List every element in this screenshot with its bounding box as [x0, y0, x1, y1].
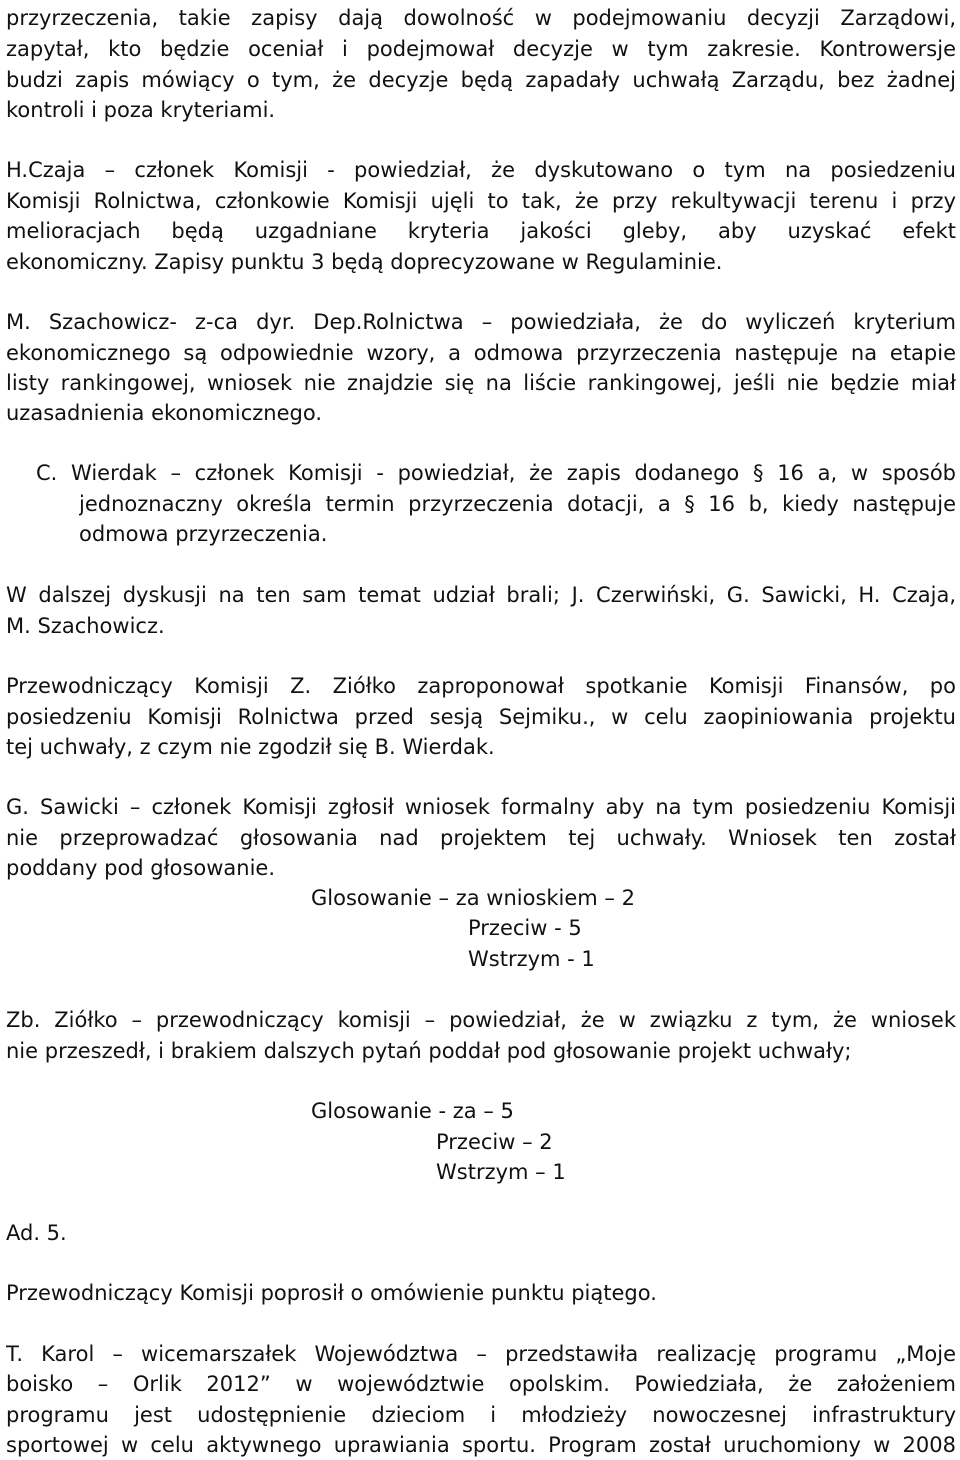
- vote-result-line: Glosowanie - za – 5: [311, 1099, 514, 1123]
- paragraph-line: zapytał, kto będzie oceniał i podejmował decyzje w tym zakresie. Kontrowersje: [6, 37, 956, 61]
- paragraph-line: posiedzeniu Komisji Rolnictwa przed sesją Sejmiku., w celu zaopiniowania projektu: [6, 705, 956, 729]
- paragraph-line: tej uchwały, z czym nie zgodził się B. Wierdak.: [6, 735, 495, 759]
- vote-result-line: Przeciw – 2: [436, 1130, 553, 1154]
- paragraph-line: melioracjach będą uzgadniane kryteria jakości gleby, aby uzyskać efekt: [6, 219, 956, 243]
- paragraph-line: ekonomiczny. Zapisy punktu 3 będą doprecyzowane w Regulaminie.: [6, 250, 723, 274]
- paragraph-line: programu jest udostępnienie dzieciom i młodzieży nowoczesnej infrastruktury: [6, 1403, 956, 1427]
- paragraph-line: C. Wierdak – członek Komisji - powiedział, że zapis dodanego § 16 a, w sposób: [36, 461, 956, 485]
- document-page: [6, 0, 956, 1460]
- section-heading: Ad. 5.: [6, 1221, 67, 1245]
- paragraph-line: kontroli i poza kryteriami.: [6, 98, 276, 122]
- paragraph-line: jednoznaczny określa termin przyrzeczenia dotacji, a § 16 b, kiedy następuje: [79, 492, 956, 516]
- paragraph-line: G. Sawicki – członek Komisji zgłosił wniosek formalny aby na tym posiedzeniu Komisji: [6, 795, 956, 819]
- vote-result-line: Przeciw - 5: [468, 916, 582, 940]
- paragraph-line: poddany pod głosowanie.: [6, 856, 276, 880]
- paragraph-line: nie przeszedł, i brakiem dalszych pytań poddał pod głosowanie projekt uchwały;: [6, 1039, 852, 1063]
- paragraph-line: Przewodniczący Komisji poprosił o omówienie punktu piątego.: [6, 1281, 657, 1305]
- vote-result-line: Glosowanie – za wnioskiem – 2: [311, 886, 635, 910]
- vote-result-line: Wstrzym – 1: [436, 1160, 566, 1184]
- paragraph-line: Zb. Ziółko – przewodniczący komisji – powiedział, że w związku z tym, że wniosek: [6, 1008, 956, 1032]
- paragraph-line: uzasadnienia ekonomicznego.: [6, 401, 323, 425]
- paragraph-line: H.Czaja – członek Komisji - powiedział, że dyskutowano o tym na posiedzeniu: [6, 158, 956, 182]
- paragraph-line: listy rankingowej, wniosek nie znajdzie się na liście rankingowej, jeśli nie będzie miał: [6, 371, 956, 395]
- paragraph-line: Komisji Rolnictwa, członkowie Komisji ujęli to tak, że przy rekultywacji terenu i przy: [6, 189, 956, 213]
- vote-result-line: Wstrzym - 1: [468, 947, 595, 971]
- paragraph-line: budzi zapis mówiący o tym, że decyzje będą zapadały uchwałą Zarządu, bez żadnej: [6, 68, 956, 92]
- paragraph-line: odmowa przyrzeczenia.: [79, 522, 328, 546]
- paragraph-line: Przewodniczący Komisji Z. Ziółko zaproponował spotkanie Komisji Finansów, po: [6, 674, 956, 698]
- paragraph-line: W dalszej dyskusji na ten sam temat udział brali; J. Czerwiński, G. Sawicki, H. Czaja,: [6, 583, 956, 607]
- paragraph-line: przyrzeczenia, takie zapisy dają dowolność w podejmowaniu decyzji Zarządowi,: [6, 6, 956, 30]
- paragraph-line: T. Karol – wicemarszałek Województwa – przedstawiła realizację programu „Moje: [6, 1342, 956, 1366]
- paragraph-line: M. Szachowicz- z-ca dyr. Dep.Rolnictwa – powiedziała, że do wyliczeń kryterium: [6, 310, 956, 334]
- paragraph-line: boisko – Orlik 2012” w województwie opolskim. Powiedziała, że założeniem: [6, 1372, 956, 1396]
- paragraph-line: ekonomicznego są odpowiednie wzory, a odmowa przyrzeczenia następuje na etapie: [6, 341, 956, 365]
- paragraph-line: nie przeprowadzać głosowania nad projektem tej uchwały. Wniosek ten został: [6, 826, 956, 850]
- paragraph-line: sportowej w celu aktywnego uprawiania sportu. Program został uruchomiony w 2008: [6, 1433, 956, 1457]
- paragraph-line: M. Szachowicz.: [6, 614, 165, 638]
